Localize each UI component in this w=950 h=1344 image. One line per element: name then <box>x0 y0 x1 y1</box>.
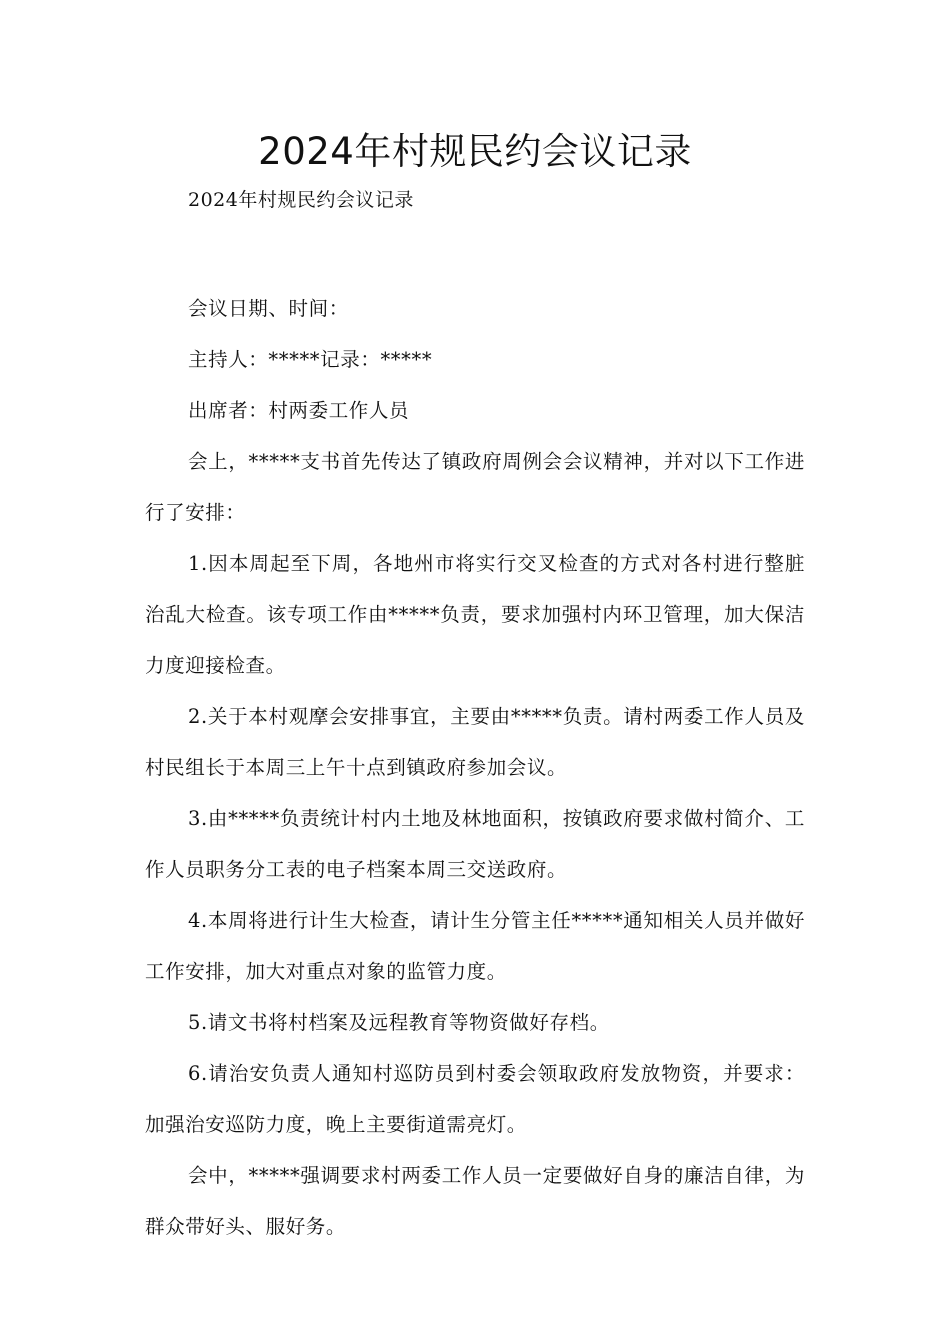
item-1-paragraph: 1.因本周起至下周，各地州市将实行交叉检查的方式对各村进行整脏治乱大检查。该专项工作由*****负责，要求加强村内环卫管理，加大保洁力度迎接检查。 <box>145 552 805 677</box>
item-2-paragraph: 2.关于本村观摩会安排事宜，主要由*****负责。请村两委工作人员及村民组长于本周三上午十点到镇政府参加会议。 <box>145 705 805 779</box>
item-4-paragraph: 4.本周将进行计生大检查，请计生分管主任*****通知相关人员并做好工作安排，加大对重点对象的监管力度。 <box>145 909 805 983</box>
intro-paragraph: 会上，*****支书首先传达了镇政府周例会会议精神，并对以下工作进行了安排： <box>145 450 805 524</box>
item-5-paragraph: 5.请文书将村档案及远程教育等物资做好存档。 <box>188 1011 610 1034</box>
item-6-paragraph: 6.请治安负责人通知村巡防员到村委会领取政府发放物资，并要求：加强治安巡防力度，晚上主要街道需亮灯。 <box>145 1062 805 1136</box>
document-subtitle: 2024年村规民约会议记录 <box>188 189 414 211</box>
host-recorder-line: 主持人：*****记录：***** <box>188 348 433 371</box>
meeting-date-line: 会议日期、时间： <box>188 297 349 320</box>
closing-paragraph: 会中，*****强调要求村两委工作人员一定要做好自身的廉洁自律，为群众带好头、服好务。 <box>145 1164 805 1238</box>
attendees-line: 出席者：村两委工作人员 <box>188 399 410 422</box>
document-title: 2024年村规民约会议记录 <box>258 130 692 173</box>
document-body <box>145 283 805 1252</box>
item-3-paragraph: 3.由*****负责统计村内土地及林地面积，按镇政府要求做村简介、工作人员职务分工表的电子档案本周三交送政府。 <box>145 807 805 881</box>
